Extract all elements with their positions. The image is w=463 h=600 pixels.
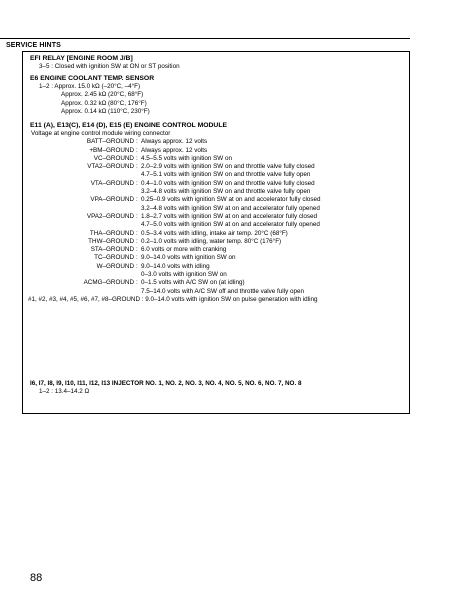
ecm-row bbox=[30, 238, 410, 246]
ecm-row bbox=[30, 155, 410, 163]
voltage-spec: 9.0–14.0 volts with idling bbox=[141, 262, 210, 270]
voltage-spec: Always approx. 12 volts bbox=[141, 146, 208, 154]
ecm-row bbox=[30, 196, 410, 204]
separator: : bbox=[136, 237, 138, 245]
terminal-pair-label: VTA–GROUND bbox=[90, 179, 134, 187]
voltage-spec: Always approx. 12 volts bbox=[141, 138, 208, 146]
ecm-row bbox=[30, 171, 410, 179]
ecm-row bbox=[30, 288, 410, 296]
ecm-row bbox=[30, 271, 410, 279]
voltage-spec: 0.25–0.9 volts with ignition SW at on and accelerator fully closed bbox=[141, 196, 321, 204]
section-title: E6 ENGINE COOLANT TEMP. SENSOR bbox=[30, 75, 155, 82]
terminal-pair-label: W–GROUND bbox=[96, 262, 134, 270]
spec-line: Approx. 0.32 kΩ (80°C, 176°F) bbox=[61, 99, 147, 107]
terminal-pair-label: STA–GROUND bbox=[90, 246, 134, 254]
voltage-spec: 6.0 volts or more with cranking bbox=[141, 246, 227, 254]
spec-line: Approx. 2.45 kΩ (20°C, 68°F) bbox=[61, 91, 144, 99]
voltage-spec: 4.7–5.1 volts with ignition SW on and throttle valve fully open bbox=[141, 171, 311, 179]
voltage-spec: 3.2–4.8 volts with ignition SW on and throttle valve fully open bbox=[141, 188, 311, 196]
page-number: 88 bbox=[30, 572, 43, 584]
ecm-row bbox=[30, 138, 410, 146]
voltage-spec: 7.5–14.0 volts with A/C SW off and throttle valve fully open bbox=[141, 287, 304, 295]
separator: : bbox=[136, 279, 138, 287]
terminal-pair-label: VC–GROUND bbox=[93, 154, 134, 162]
voltage-spec: 0–1.5 volts with A/C SW on (at idling) bbox=[141, 279, 245, 287]
voltage-spec: 4.7–5.0 volts with ignition SW at on and accelerator fully opened bbox=[141, 221, 320, 229]
section-title: EFI RELAY [ENGINE ROOM J/B] bbox=[30, 55, 133, 62]
ecm-section bbox=[30, 122, 410, 304]
ecm-row bbox=[30, 263, 410, 271]
voltage-spec: 3.2–4.8 volts with ignition SW at on and accelerator fully opened bbox=[141, 204, 320, 212]
top-rule bbox=[0, 38, 410, 39]
voltage-spec: 9.0–14.0 volts with ignition SW on bbox=[141, 254, 236, 262]
separator: : bbox=[136, 254, 138, 262]
terminal-pair-label: VPA2–GROUND bbox=[86, 212, 134, 220]
ecm-row bbox=[30, 188, 410, 196]
separator: : bbox=[136, 154, 138, 162]
separator: : bbox=[136, 138, 138, 146]
service-hints-box bbox=[22, 51, 410, 414]
spec-line: 1–2 : Approx. 15.0 kΩ (–20°C, –4°F) bbox=[39, 83, 141, 90]
separator: : bbox=[136, 163, 138, 171]
separator: : bbox=[136, 246, 138, 254]
terminal-pair-label: ACMG–GROUND bbox=[83, 279, 134, 287]
ecm-row bbox=[30, 279, 410, 287]
ecm-row bbox=[30, 180, 410, 188]
injector-section bbox=[30, 380, 301, 396]
section-title: E11 (A), E13(C), E14 (D), E15 (E) ENGINE CONTROL MODULE bbox=[30, 122, 228, 129]
voltage-spec: 2.0–2.9 volts with ignition SW on and throttle valve fully closed bbox=[141, 163, 315, 171]
spec-line: 3–5 : Closed with ignition SW at ON or ST position bbox=[39, 63, 180, 70]
terminal-pair-label: THA–GROUND bbox=[89, 229, 134, 237]
ecm-row bbox=[30, 147, 410, 155]
section-intro: Voltage at engine control module wiring connector bbox=[31, 130, 171, 137]
spec-line: 1–2 : 13.4–14.2 Ω bbox=[39, 388, 90, 395]
spec-line: Approx. 0.14 kΩ (110°C, 230°F) bbox=[61, 107, 150, 115]
section-title: I6, I7, I8, I9, I10, I11, I12, I13 INJECTOR NO. 1, NO. 2, NO. 3, NO. 4, NO. 5, NO. 6, NO. 7, NO. 8 bbox=[30, 380, 302, 387]
efi-relay-section bbox=[30, 55, 180, 71]
separator: : bbox=[136, 229, 138, 237]
voltage-spec: 0.2–1.0 volts with idling, water temp. 80°C (176°F) bbox=[141, 237, 282, 245]
ecm-row bbox=[30, 230, 410, 238]
terminal-pair-label: VPA–GROUND bbox=[90, 196, 134, 204]
terminal-pair-label: THW–GROUND bbox=[88, 237, 134, 245]
separator: : bbox=[136, 262, 138, 270]
ecm-row bbox=[30, 205, 410, 213]
ecm-row bbox=[30, 213, 410, 221]
service-hints-header: SERVICE HINTS bbox=[6, 42, 61, 49]
voltage-spec: 0.5–3.4 volts with idling, intake air temp. 20°C (68°F) bbox=[141, 229, 288, 237]
separator: : bbox=[136, 179, 138, 187]
terminal-pair-label: +BM–GROUND bbox=[89, 146, 134, 154]
coolant-temp-sensor-section bbox=[30, 75, 154, 116]
terminal-pair-label: BATT–GROUND bbox=[86, 138, 134, 146]
separator: : bbox=[136, 196, 138, 204]
voltage-spec: 0.4–1.0 volts with ignition SW on and throttle valve fully closed bbox=[141, 179, 315, 187]
ecm-voltage-table bbox=[30, 138, 410, 296]
voltage-spec: 0–3.0 volts with ignition SW on bbox=[141, 271, 227, 279]
voltage-spec: 4.5–5.5 volts with ignition SW on bbox=[141, 154, 233, 162]
ecm-row bbox=[30, 163, 410, 171]
voltage-spec: 1.8–2.7 volts with ignition SW at on and accelerator fully closed bbox=[141, 212, 318, 220]
separator: : bbox=[136, 146, 138, 154]
separator: : bbox=[136, 212, 138, 220]
ecm-row bbox=[30, 246, 410, 254]
terminal-pair-label: VTA2–GROUND bbox=[87, 163, 134, 171]
injector-ground-line: #1, #2, #3, #4, #5, #6, #7, #8–GROUND : 9.0–14.0 volts with ignition SW on pulse generation with idling bbox=[28, 295, 318, 303]
ecm-row bbox=[30, 221, 410, 229]
terminal-pair-label: TC–GROUND bbox=[94, 254, 134, 262]
ecm-row bbox=[30, 254, 410, 262]
